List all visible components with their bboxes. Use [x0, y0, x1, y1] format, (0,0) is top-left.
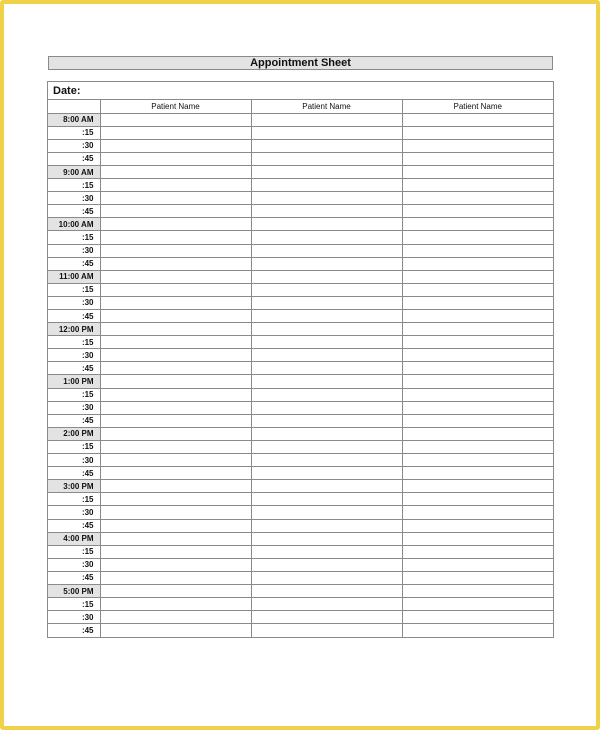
patient-name-cell[interactable] [100, 165, 251, 178]
time-slot-label: 5:00 PM [48, 584, 100, 597]
table-row [48, 336, 553, 349]
time-slot-label: :15 [48, 336, 100, 349]
time-slot-label: :30 [48, 192, 100, 205]
patient-name-cell[interactable] [100, 375, 251, 388]
patient-name-cell[interactable] [251, 231, 402, 244]
table-row [48, 480, 553, 493]
patient-name-cell[interactable] [100, 192, 251, 205]
table-row [48, 506, 553, 519]
patient-name-cell[interactable] [402, 440, 553, 453]
patient-name-cell[interactable] [100, 624, 251, 637]
table-row [48, 244, 553, 257]
patient-name-cell[interactable] [100, 257, 251, 270]
patient-name-cell[interactable] [402, 283, 553, 296]
patient-name-cell[interactable] [402, 532, 553, 545]
table-row [48, 598, 553, 611]
patient-name-cell[interactable] [402, 493, 553, 506]
table-row [48, 270, 553, 283]
table-row [48, 454, 553, 467]
patient-name-cell[interactable] [402, 336, 553, 349]
patient-name-cell[interactable] [402, 598, 553, 611]
patient-name-cell[interactable] [402, 624, 553, 637]
table-row [48, 139, 553, 152]
time-slot-label: 11:00 AM [48, 270, 100, 283]
time-slot-label: :30 [48, 506, 100, 519]
patient-name-cell[interactable] [100, 349, 251, 362]
time-slot-label: :45 [48, 414, 100, 427]
time-slot-label: :15 [48, 388, 100, 401]
table-row [48, 257, 553, 270]
table-row [48, 532, 553, 545]
time-slot-label: :30 [48, 611, 100, 624]
patient-name-cell[interactable] [251, 388, 402, 401]
patient-name-cell[interactable] [100, 270, 251, 283]
patient-name-cell[interactable] [402, 349, 553, 362]
patient-name-cell[interactable] [100, 113, 251, 126]
patient-name-cell[interactable] [402, 427, 553, 440]
patient-name-cell[interactable] [100, 179, 251, 192]
time-slot-label: :45 [48, 310, 100, 323]
patient-name-cell[interactable] [100, 584, 251, 597]
table-row [48, 611, 553, 624]
time-slot-label: :45 [48, 205, 100, 218]
table-row [48, 323, 553, 336]
table-row [48, 349, 553, 362]
time-slot-label: 8:00 AM [48, 113, 100, 126]
table-row [48, 558, 553, 571]
patient-name-cell[interactable] [100, 296, 251, 309]
patient-name-cell[interactable] [402, 545, 553, 558]
time-slot-label: :30 [48, 401, 100, 414]
patient-name-cell[interactable] [402, 152, 553, 165]
patient-name-cell[interactable] [251, 584, 402, 597]
patient-name-cell[interactable] [100, 414, 251, 427]
time-slot-label: :15 [48, 231, 100, 244]
patient-name-cell[interactable] [100, 440, 251, 453]
time-slot-label: 1:00 PM [48, 375, 100, 388]
table-row [48, 113, 553, 126]
patient-name-cell[interactable] [251, 611, 402, 624]
patient-name-cell[interactable] [100, 506, 251, 519]
patient-name-cell[interactable] [100, 467, 251, 480]
patient-name-cell[interactable] [251, 139, 402, 152]
time-slot-label: :30 [48, 454, 100, 467]
table-row [48, 179, 553, 192]
table-row [48, 571, 553, 584]
patient-name-cell[interactable] [100, 532, 251, 545]
patient-name-cell[interactable] [251, 519, 402, 532]
date-label[interactable]: Date: [48, 82, 553, 100]
time-slot-label: :45 [48, 571, 100, 584]
patient-name-cell[interactable] [402, 558, 553, 571]
table-row [48, 231, 553, 244]
patient-name-cell[interactable] [100, 558, 251, 571]
patient-name-header: Patient Name [100, 100, 251, 113]
patient-name-cell[interactable] [402, 126, 553, 139]
patient-name-cell[interactable] [100, 139, 251, 152]
patient-name-cell[interactable] [402, 244, 553, 257]
header-row [48, 100, 553, 113]
patient-name-cell[interactable] [251, 205, 402, 218]
appointment-grid [47, 81, 554, 638]
patient-name-cell[interactable] [100, 323, 251, 336]
time-slot-label: :15 [48, 283, 100, 296]
patient-name-cell[interactable] [251, 283, 402, 296]
time-slot-label: 9:00 AM [48, 165, 100, 178]
time-slot-label: :45 [48, 519, 100, 532]
patient-name-cell[interactable] [251, 113, 402, 126]
sheet-title: Appointment Sheet [48, 56, 553, 70]
patient-name-cell[interactable] [100, 126, 251, 139]
patient-name-cell[interactable] [251, 257, 402, 270]
patient-name-cell[interactable] [402, 139, 553, 152]
time-slot-label: :30 [48, 139, 100, 152]
time-slot-rows [48, 113, 553, 637]
patient-name-cell[interactable] [251, 571, 402, 584]
patient-name-cell[interactable] [251, 270, 402, 283]
patient-name-cell[interactable] [402, 205, 553, 218]
patient-name-cell[interactable] [251, 401, 402, 414]
patient-name-cell[interactable] [402, 388, 553, 401]
patient-name-cell[interactable] [100, 427, 251, 440]
patient-name-cell[interactable] [402, 310, 553, 323]
patient-name-cell[interactable] [100, 571, 251, 584]
table-row [48, 440, 553, 453]
table-row [48, 624, 553, 637]
patient-name-cell[interactable] [100, 152, 251, 165]
patient-name-cell[interactable] [402, 611, 553, 624]
time-slot-label: :45 [48, 257, 100, 270]
patient-name-cell[interactable] [100, 598, 251, 611]
patient-name-cell[interactable] [251, 532, 402, 545]
time-slot-label: :15 [48, 545, 100, 558]
patient-name-cell[interactable] [100, 611, 251, 624]
table-row [48, 192, 553, 205]
table-row [48, 310, 553, 323]
time-slot-label: 10:00 AM [48, 218, 100, 231]
patient-name-cell[interactable] [251, 454, 402, 467]
patient-name-cell[interactable] [402, 362, 553, 375]
patient-name-cell[interactable] [251, 427, 402, 440]
patient-name-cell[interactable] [251, 480, 402, 493]
table-row [48, 375, 553, 388]
patient-name-cell[interactable] [100, 454, 251, 467]
patient-name-cell[interactable] [402, 401, 553, 414]
table-row [48, 205, 553, 218]
table-row [48, 519, 553, 532]
patient-name-cell[interactable] [100, 244, 251, 257]
time-slot-label: :30 [48, 349, 100, 362]
patient-name-cell[interactable] [251, 310, 402, 323]
patient-name-cell[interactable] [251, 244, 402, 257]
time-slot-label: 4:00 PM [48, 532, 100, 545]
time-slot-label: :15 [48, 179, 100, 192]
patient-name-cell[interactable] [100, 283, 251, 296]
table-row [48, 401, 553, 414]
patient-name-cell[interactable] [251, 362, 402, 375]
patient-name-cell[interactable] [402, 323, 553, 336]
patient-name-cell[interactable] [251, 296, 402, 309]
schedule-table [48, 100, 553, 637]
patient-name-cell[interactable] [251, 440, 402, 453]
patient-name-cell[interactable] [402, 192, 553, 205]
patient-name-cell[interactable] [100, 205, 251, 218]
time-slot-label: 3:00 PM [48, 480, 100, 493]
patient-name-cell[interactable] [251, 179, 402, 192]
patient-name-cell[interactable] [251, 624, 402, 637]
time-slot-label: :45 [48, 362, 100, 375]
patient-name-cell[interactable] [251, 493, 402, 506]
patient-name-cell[interactable] [251, 192, 402, 205]
patient-name-cell[interactable] [402, 257, 553, 270]
time-slot-label: :30 [48, 558, 100, 571]
time-slot-label: :45 [48, 624, 100, 637]
patient-name-cell[interactable] [402, 519, 553, 532]
patient-name-cell[interactable] [100, 545, 251, 558]
time-slot-label: 2:00 PM [48, 427, 100, 440]
patient-name-cell[interactable] [251, 414, 402, 427]
table-row [48, 545, 553, 558]
patient-name-cell[interactable] [251, 467, 402, 480]
table-row [48, 427, 553, 440]
patient-name-cell[interactable] [402, 454, 553, 467]
patient-name-cell[interactable] [402, 467, 553, 480]
patient-name-cell[interactable] [251, 126, 402, 139]
table-row [48, 362, 553, 375]
patient-name-cell[interactable] [402, 506, 553, 519]
table-row [48, 296, 553, 309]
patient-name-cell[interactable] [402, 571, 553, 584]
table-row [48, 283, 553, 296]
table-row [48, 467, 553, 480]
patient-name-cell[interactable] [251, 323, 402, 336]
patient-name-header: Patient Name [251, 100, 402, 113]
patient-name-cell[interactable] [251, 558, 402, 571]
table-row [48, 388, 553, 401]
patient-name-cell[interactable] [402, 113, 553, 126]
patient-name-cell[interactable] [402, 584, 553, 597]
patient-name-cell[interactable] [251, 506, 402, 519]
time-slot-label: :45 [48, 152, 100, 165]
patient-name-cell[interactable] [251, 218, 402, 231]
patient-name-cell[interactable] [402, 218, 553, 231]
patient-name-cell[interactable] [100, 231, 251, 244]
patient-name-cell[interactable] [402, 480, 553, 493]
time-column-header [48, 100, 100, 113]
time-slot-label: 12:00 PM [48, 323, 100, 336]
patient-name-cell[interactable] [100, 336, 251, 349]
patient-name-cell[interactable] [100, 493, 251, 506]
patient-name-cell[interactable] [402, 179, 553, 192]
patient-name-cell[interactable] [100, 519, 251, 532]
table-row [48, 218, 553, 231]
patient-name-cell[interactable] [251, 349, 402, 362]
table-row [48, 152, 553, 165]
patient-name-cell[interactable] [251, 598, 402, 611]
patient-name-cell[interactable] [251, 545, 402, 558]
patient-name-cell[interactable] [100, 218, 251, 231]
patient-name-cell[interactable] [251, 152, 402, 165]
patient-name-header: Patient Name [402, 100, 553, 113]
patient-name-cell[interactable] [402, 414, 553, 427]
time-slot-label: :45 [48, 467, 100, 480]
patient-name-cell[interactable] [402, 231, 553, 244]
table-row [48, 493, 553, 506]
patient-name-cell[interactable] [402, 165, 553, 178]
patient-name-cell[interactable] [251, 336, 402, 349]
patient-name-cell[interactable] [402, 375, 553, 388]
time-slot-label: :15 [48, 126, 100, 139]
patient-name-cell[interactable] [100, 362, 251, 375]
time-slot-label: :15 [48, 493, 100, 506]
time-slot-label: :30 [48, 244, 100, 257]
time-slot-label: :15 [48, 598, 100, 611]
patient-name-cell[interactable] [402, 270, 553, 283]
time-slot-label: :30 [48, 296, 100, 309]
table-row [48, 584, 553, 597]
patient-name-cell[interactable] [251, 375, 402, 388]
patient-name-cell[interactable] [251, 165, 402, 178]
table-row [48, 165, 553, 178]
time-slot-label: :15 [48, 440, 100, 453]
patient-name-cell[interactable] [100, 310, 251, 323]
table-row [48, 414, 553, 427]
patient-name-cell[interactable] [100, 401, 251, 414]
patient-name-cell[interactable] [100, 480, 251, 493]
table-row [48, 126, 553, 139]
patient-name-cell[interactable] [402, 296, 553, 309]
patient-name-cell[interactable] [100, 388, 251, 401]
